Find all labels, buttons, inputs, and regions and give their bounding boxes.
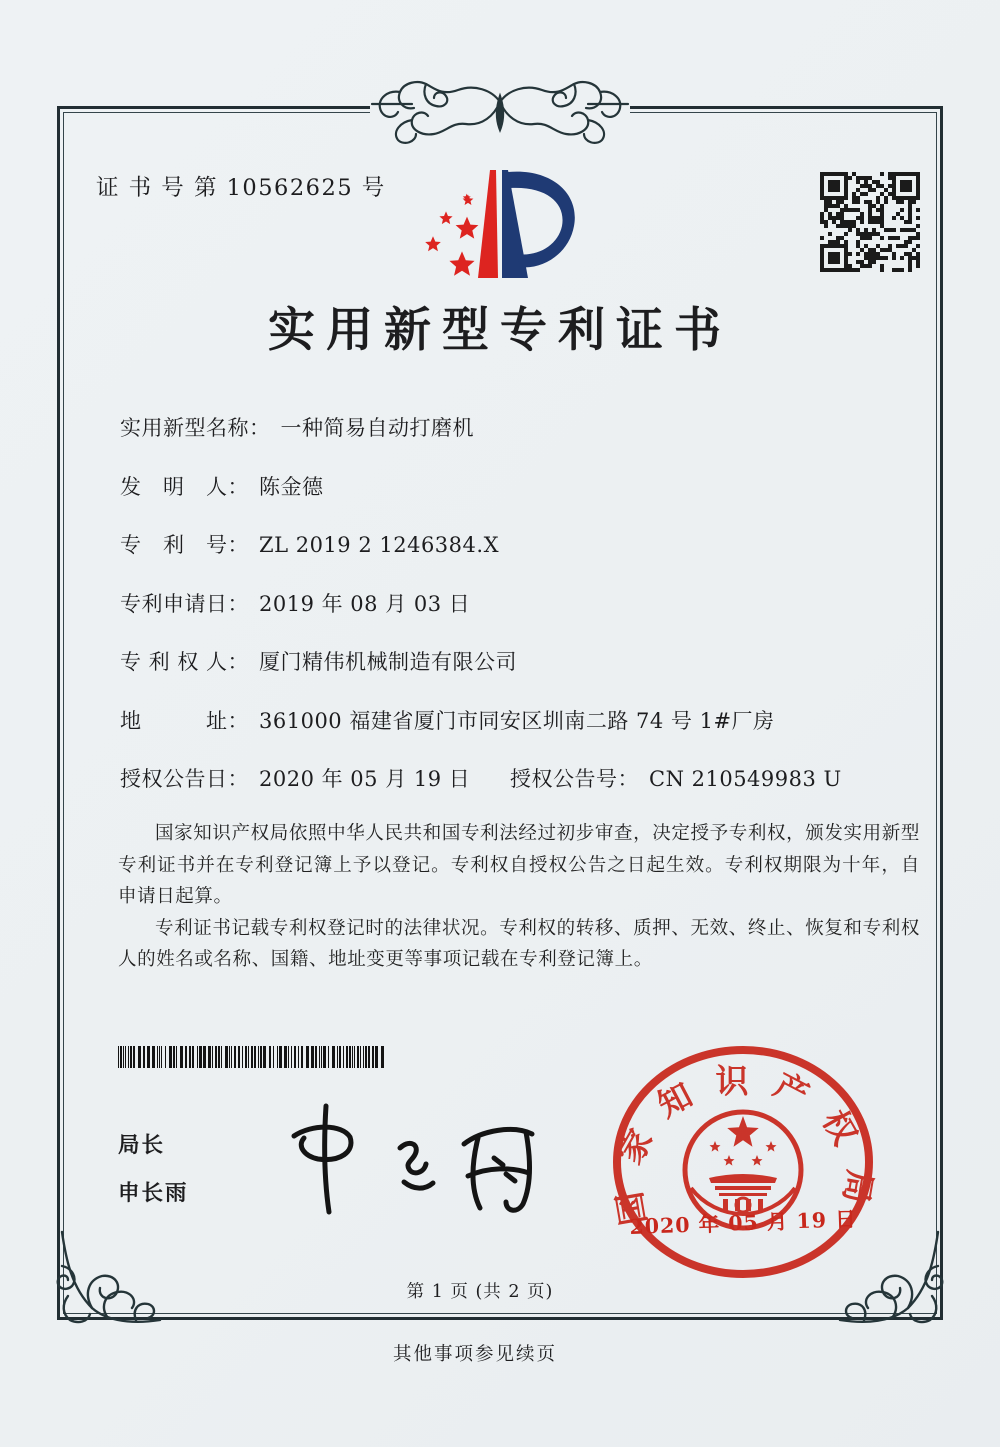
official-seal	[606, 1040, 880, 1285]
field-row-address	[120, 705, 940, 764]
continuation-note: 其他事项参见续页	[392, 1344, 557, 1365]
field-value: 厦门精伟机械制造有限公司	[259, 650, 518, 674]
field-label: 专 利 号：	[120, 533, 249, 557]
field-value: 361000 福建省厦门市同安区圳南二路 74 号 1#厂房	[259, 708, 775, 733]
officer-block	[118, 1128, 189, 1224]
legal-paragraph-1: 国家知识产权局依照中华人民共和国专利法经过初步审查，决定授予专利权，颁发实用新型专利证书并在专利登记簿上予以登记。专利权自授权公告之日起生效。专利权期限为十年，自申请日起算。	[118, 823, 920, 907]
field-value: 陈金德	[259, 474, 324, 499]
page-indicator: 第 1 页 (共 2 页)	[406, 1282, 554, 1302]
field-label: 专 利 权 人：	[120, 650, 250, 674]
field-value: CN 210549983 U	[649, 767, 842, 791]
field-row-patentee	[120, 646, 940, 705]
field-label: 实用新型名称：	[120, 416, 271, 440]
officer-name: 申长雨	[118, 1181, 189, 1205]
field-row-grant-date-and-number	[120, 763, 940, 822]
signature-autograph	[268, 1096, 540, 1224]
top-flourish-ornament	[342, 76, 658, 146]
field-label: 地 址：	[120, 708, 249, 733]
field-label: 发 明 人：	[120, 474, 249, 499]
field-value: 一种简易自动打磨机	[280, 416, 474, 440]
certificate-fields	[120, 412, 940, 822]
certificate-title: 实用新型专利证书	[268, 303, 732, 358]
field-value: 2019 年 08 月 03 日	[259, 591, 471, 616]
field-label: 授权公告日：	[120, 767, 249, 791]
field-label: 专利申请日：	[120, 591, 249, 616]
field-row-inventor	[120, 471, 940, 530]
seal-text: 国家知识产权局	[606, 1061, 880, 1229]
field-row-patent-number	[120, 529, 940, 588]
seal-date: 2020 年 05 月 19 日	[629, 1207, 858, 1239]
certificate-number: 证 书 号 第 10562625 号	[96, 175, 386, 201]
qr-code-icon	[820, 172, 920, 272]
officer-title: 局长	[118, 1133, 166, 1157]
field-label: 授权公告号：	[510, 767, 639, 791]
barcode-icon	[118, 1046, 386, 1068]
field-value: ZL 2019 2 1246384.X	[259, 533, 500, 557]
cnipa-logo-icon	[406, 158, 596, 294]
legal-text	[118, 818, 920, 976]
legal-paragraph-2: 专利证书记载专利权登记时的法律状况。专利权的转移、质押、无效、终止、恢复和专利权人的姓名或名称、国籍、地址变更等事项记载在专利登记簿上。	[118, 917, 920, 970]
field-row-filing-date	[120, 588, 940, 647]
field-grant-number	[510, 763, 842, 793]
field-row-utility-model-name	[120, 412, 940, 471]
field-value: 2020 年 05 月 19 日	[259, 767, 471, 791]
